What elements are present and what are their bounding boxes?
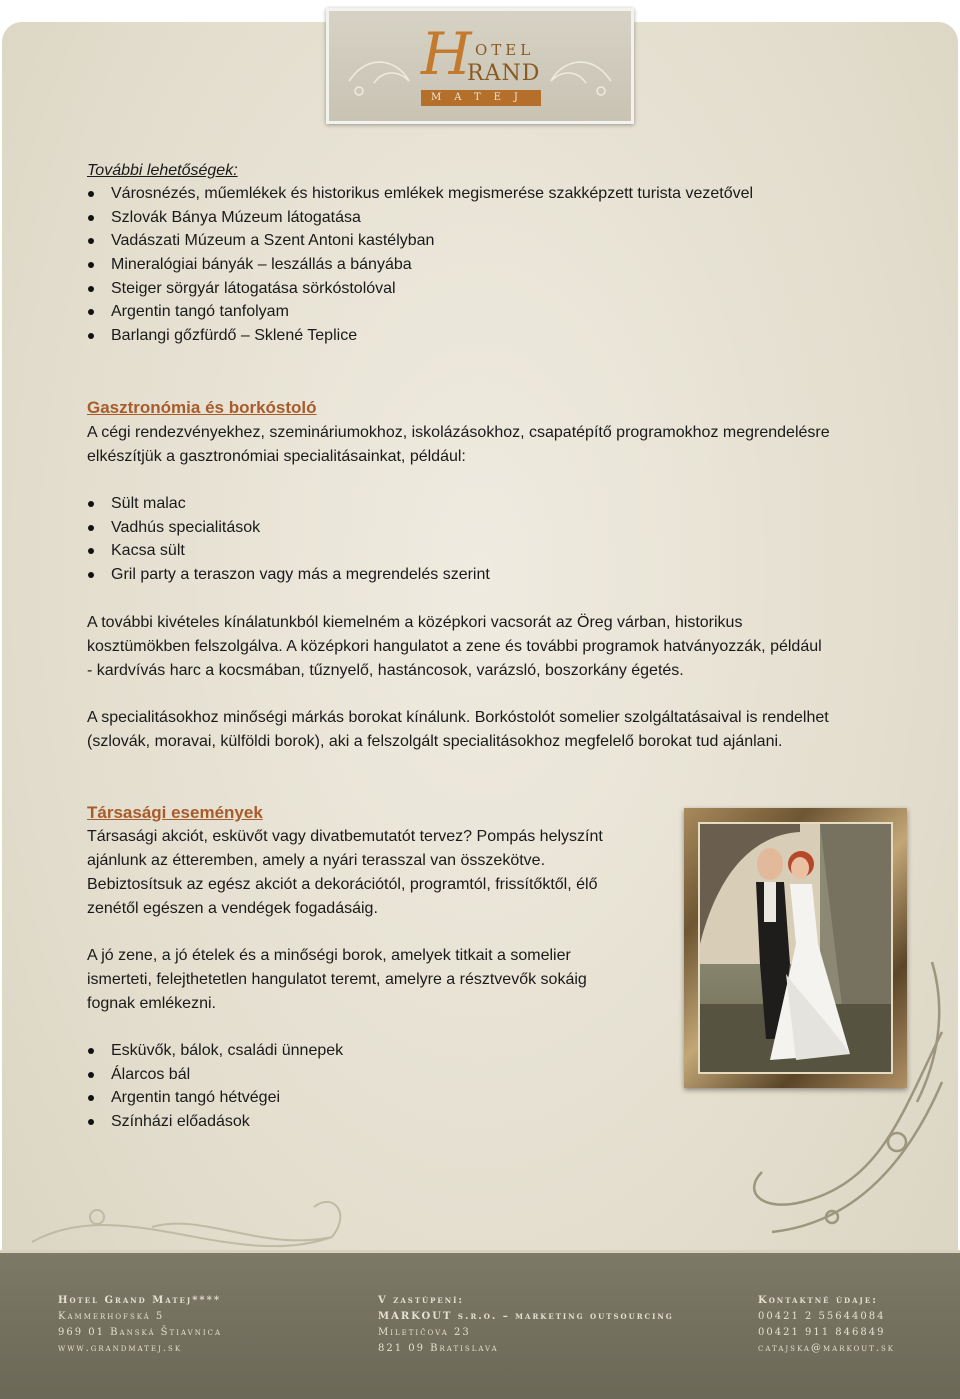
footer-phone: 00421 911 846849 <box>758 1327 886 1338</box>
text-line: A jó zene, a jó ételek és a minőségi borok, amelyek titkait a somelier <box>87 947 571 964</box>
gastronomy-heading: Gasztronómia és borkóstoló <box>87 398 317 417</box>
list-item: Vadhús specialitások <box>87 516 490 540</box>
text-line: fognak emlékezni. <box>87 995 216 1012</box>
social-events-list <box>87 1039 343 1134</box>
text-line: ajánlunk az étteremben, amely a nyári terasszal van összekötve. <box>87 852 546 869</box>
text-line: Bebiztosítsuk az egész akciót a dekorációtól, programtól, frissítőktől, élő <box>87 876 598 893</box>
text-line: (szlovák, moravai, külföldi borok), aki a felszolgált specialitásokhoz megfelelő borokat tud ajánlani. <box>87 733 783 750</box>
wedding-photo <box>698 822 893 1074</box>
wedding-photo-frame <box>684 808 907 1088</box>
text-line: elkészítjük a gasztronómiai specialitásainkat, például: <box>87 448 466 465</box>
list-item: Városnézés, műemlékek és historikus emlékek megismerése szakképzett turista vezetővel <box>87 182 753 206</box>
footer-line: Kontaktné údaje: <box>758 1295 878 1306</box>
footer-line: Hotel Grand Matej**** <box>58 1295 222 1306</box>
gastronomy-list <box>87 492 490 587</box>
text-line: ismerteti, felejthetetlen hangulatot teremt, amelyre a résztvevők sokáig <box>87 971 587 988</box>
gastronomy-intro <box>87 421 887 469</box>
page-background <box>2 22 958 1395</box>
footer-contact <box>758 1293 895 1357</box>
social-events-heading: Társasági események <box>87 803 263 822</box>
footer-line: 821 09 Bratislava <box>378 1343 499 1354</box>
text-line: zenétől egészen a vendégek fogadásáig. <box>87 900 378 917</box>
footer-line: Kammerhofská 5 <box>58 1311 165 1322</box>
logo-initial: H <box>421 20 472 88</box>
footer-line: MARKOUT s.r.o. – marketing outsourcing <box>378 1311 674 1322</box>
text-line: Társasági akciót, esküvőt vagy divatbemutatót tervez? Pompás helyszínt <box>87 828 603 845</box>
text-line: A további kivételes kínálatunkból kiemelném a középkori vacsorát az Öreg várban, historikus <box>87 614 743 631</box>
text-line: - kardvívás harc a kocsmában, tűznyelő, hastáncosok, varázsló, boszorkány égetés. <box>87 662 684 679</box>
wine-paragraph <box>87 706 887 754</box>
text-line: kosztümökben felszolgálva. A középkori hangulatot a zene és további programok hatványozzák, például <box>87 638 822 655</box>
list-item: Mineralógiai bányák – leszállás a bányába <box>87 253 753 277</box>
footer-phone: 00421 2 55644084 <box>758 1311 886 1322</box>
further-options-list <box>87 182 753 348</box>
list-item: Vadászati Múzeum a Szent Antoni kastélyban <box>87 229 753 253</box>
logo-hotel-word: OTEL <box>475 41 535 59</box>
social-paragraph-2 <box>87 944 647 1016</box>
footer-email-link[interactable]: catajska@markout.sk <box>758 1343 896 1354</box>
list-item: Szlovák Bánya Múzeum látogatása <box>87 206 753 230</box>
logo-matej-band: MATEJ <box>421 90 541 106</box>
text-line: A cégi rendezvényekhez, szemináriumokhoz, iskolázásokhoz, csapatépítő programokhoz megrendelésre <box>87 424 830 441</box>
list-item: Színházi előadások <box>87 1110 343 1134</box>
list-item: Barlangi gőzfürdő – Sklené Teplice <box>87 324 753 348</box>
footer-line: Miletičova 23 <box>378 1327 471 1338</box>
footer-website-link[interactable]: www.grandmatej.sk <box>58 1343 183 1354</box>
list-item: Álarcos bál <box>87 1063 343 1087</box>
further-options-heading: További lehetőségek: <box>87 162 238 179</box>
text-line: A specialitásokhoz minőségi márkás borokat kínálunk. Borkóstolót somelier szolgáltatásaival is rendelhet <box>87 709 829 726</box>
list-item: Argentin tangó tanfolyam <box>87 300 753 324</box>
social-paragraph-1 <box>87 825 647 921</box>
list-item: Kacsa sült <box>87 539 490 563</box>
list-item: Argentin tangó hétvégei <box>87 1086 343 1110</box>
footer-hotel-address <box>58 1293 222 1357</box>
footer-line: V zastúpení: <box>378 1295 465 1306</box>
footer <box>0 1250 960 1399</box>
list-item: Sült malac <box>87 492 490 516</box>
logo-rand-word: RAND <box>467 61 541 86</box>
list-item: Steiger sörgyár látogatása sörkóstolóval <box>87 277 753 301</box>
footer-line: 969 01 Banská Štiavnica <box>58 1327 223 1338</box>
wedding-couple-illustration <box>700 824 891 1072</box>
medieval-dinner-paragraph <box>87 611 887 683</box>
list-item: Gril party a teraszon vagy más a megrendelés szerint <box>87 563 490 587</box>
footer-representative <box>378 1293 674 1357</box>
list-item: Esküvők, bálok, családi ünnepek <box>87 1039 343 1063</box>
hotel-logo <box>326 8 634 124</box>
